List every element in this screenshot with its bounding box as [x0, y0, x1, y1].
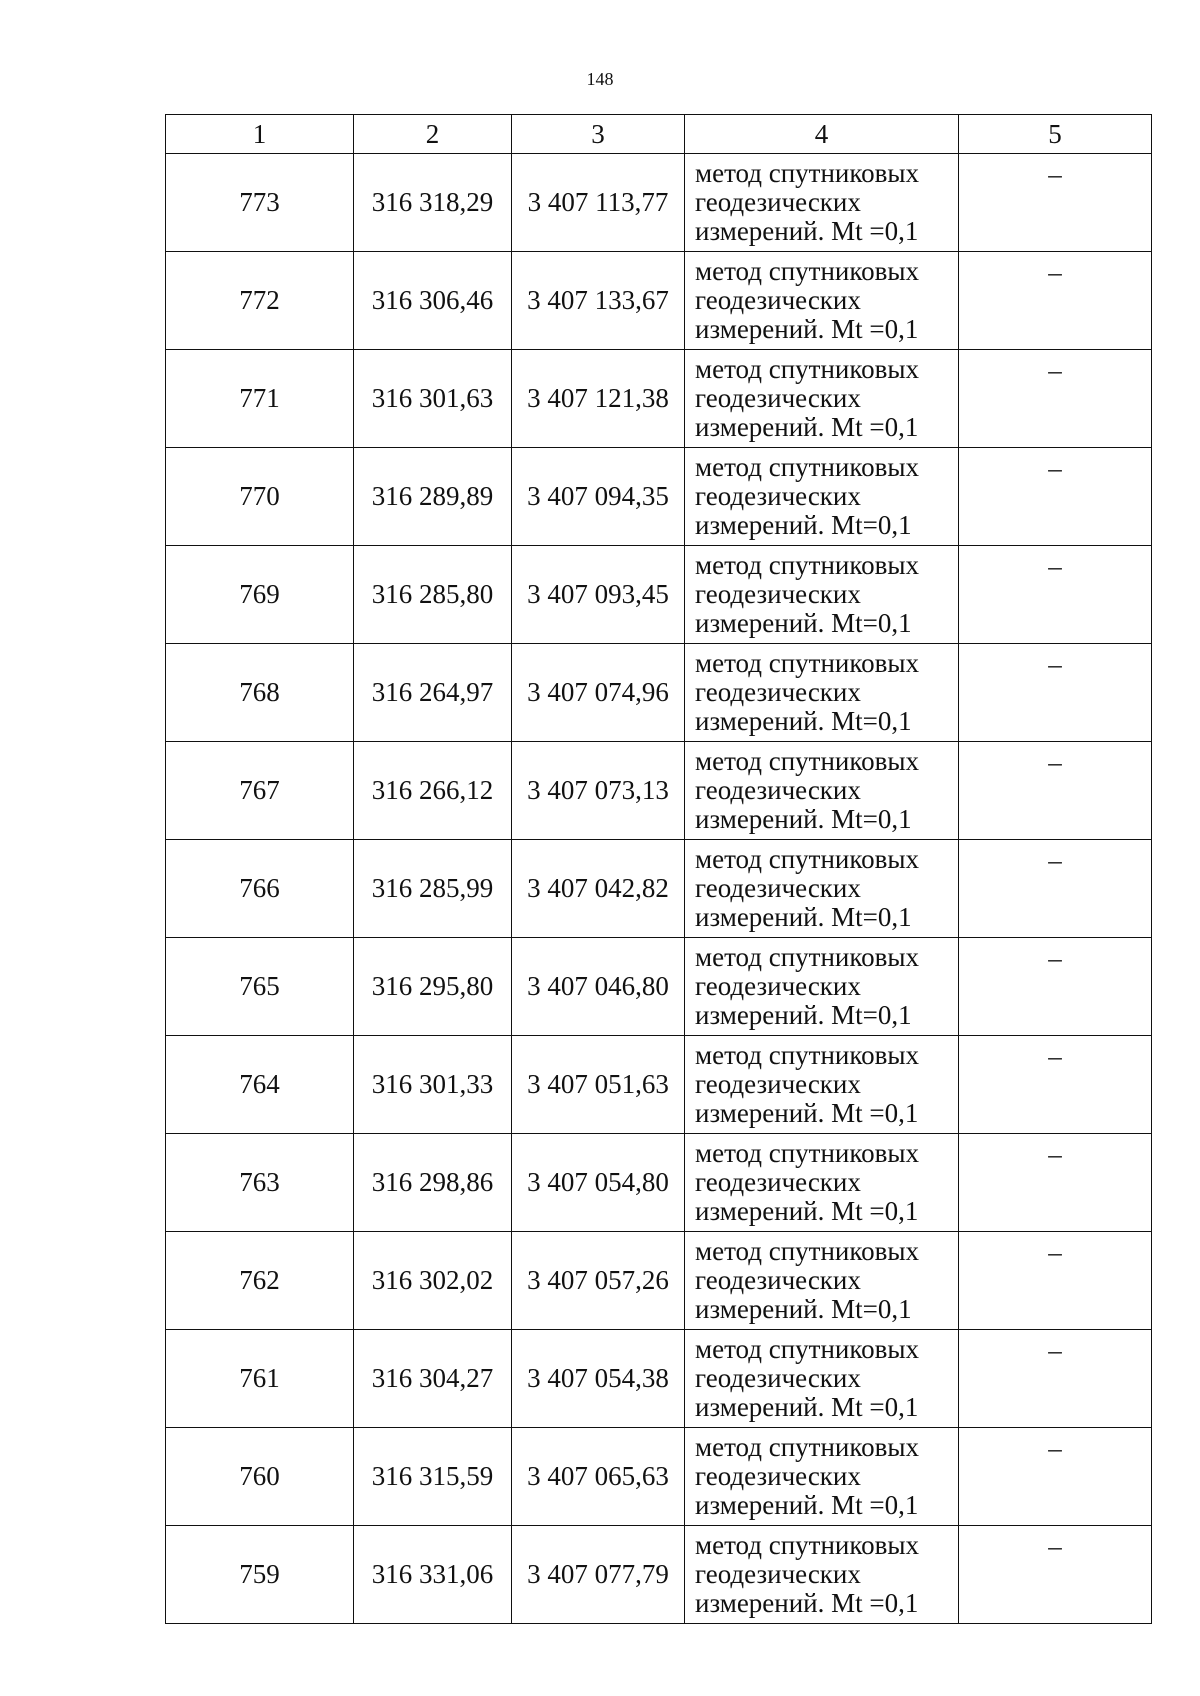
- point-number-cell: 767: [166, 742, 354, 840]
- method-line: метод спутниковых: [695, 746, 919, 776]
- method-line: геодезических: [695, 1363, 861, 1393]
- point-number-cell: 762: [166, 1232, 354, 1330]
- method-cell: [685, 1036, 959, 1134]
- method-line: метод спутниковых: [695, 1236, 919, 1266]
- method-line: геодезических: [695, 873, 861, 903]
- x-coordinate-cell: 316 285,80: [354, 546, 512, 644]
- table-row: [166, 154, 1152, 252]
- note-cell: –: [959, 938, 1152, 1036]
- method-line: геодезических: [695, 383, 861, 413]
- table-row: [166, 1330, 1152, 1428]
- x-coordinate-cell: 316 266,12: [354, 742, 512, 840]
- table-row: [166, 1232, 1152, 1330]
- method-cell: [685, 252, 959, 350]
- y-coordinate-cell: 3 407 093,45: [512, 546, 685, 644]
- method-line: метод спутниковых: [695, 354, 919, 384]
- x-coordinate-cell: 316 315,59: [354, 1428, 512, 1526]
- method-cell: [685, 350, 959, 448]
- point-number-cell: 763: [166, 1134, 354, 1232]
- table-row: [166, 252, 1152, 350]
- method-cell: [685, 938, 959, 1036]
- y-coordinate-cell: 3 407 057,26: [512, 1232, 685, 1330]
- x-coordinate-cell: 316 302,02: [354, 1232, 512, 1330]
- y-coordinate-cell: 3 407 046,80: [512, 938, 685, 1036]
- y-coordinate-cell: 3 407 054,80: [512, 1134, 685, 1232]
- method-line: геодезических: [695, 1167, 861, 1197]
- point-number-cell: 766: [166, 840, 354, 938]
- table-row: [166, 350, 1152, 448]
- method-line: геодезических: [695, 1265, 861, 1295]
- x-coordinate-cell: 316 301,63: [354, 350, 512, 448]
- table-header: [166, 115, 1152, 154]
- note-cell: –: [959, 350, 1152, 448]
- method-cell: [685, 448, 959, 546]
- note-cell: –: [959, 1232, 1152, 1330]
- point-number-cell: 772: [166, 252, 354, 350]
- method-line: метод спутниковых: [695, 1138, 919, 1168]
- method-line: измерений. Mt=0,1: [695, 706, 912, 736]
- x-coordinate-cell: 316 306,46: [354, 252, 512, 350]
- y-coordinate-cell: 3 407 051,63: [512, 1036, 685, 1134]
- x-coordinate-cell: 316 318,29: [354, 154, 512, 252]
- note-cell: –: [959, 1036, 1152, 1134]
- table-row: [166, 546, 1152, 644]
- method-line: метод спутниковых: [695, 648, 919, 678]
- table-row: [166, 448, 1152, 546]
- y-coordinate-cell: 3 407 133,67: [512, 252, 685, 350]
- method-line: метод спутниковых: [695, 550, 919, 580]
- method-line: геодезических: [695, 775, 861, 805]
- method-line: геодезических: [695, 971, 861, 1001]
- point-number-cell: 761: [166, 1330, 354, 1428]
- point-number-cell: 771: [166, 350, 354, 448]
- method-cell: [685, 1526, 959, 1624]
- note-cell: –: [959, 448, 1152, 546]
- point-number-cell: 773: [166, 154, 354, 252]
- y-coordinate-cell: 3 407 113,77: [512, 154, 685, 252]
- note-cell: –: [959, 644, 1152, 742]
- y-coordinate-cell: 3 407 094,35: [512, 448, 685, 546]
- method-line: метод спутниковых: [695, 844, 919, 874]
- column-header-2: 2: [354, 115, 512, 154]
- method-line: метод спутниковых: [695, 942, 919, 972]
- method-line: измерений. Mt=0,1: [695, 902, 912, 932]
- x-coordinate-cell: 316 264,97: [354, 644, 512, 742]
- x-coordinate-cell: 316 301,33: [354, 1036, 512, 1134]
- method-line: измерений. Mt=0,1: [695, 510, 912, 540]
- method-cell: [685, 1428, 959, 1526]
- method-cell: [685, 1232, 959, 1330]
- table-row: [166, 742, 1152, 840]
- method-line: геодезических: [695, 1069, 861, 1099]
- method-cell: [685, 1330, 959, 1428]
- method-cell: [685, 154, 959, 252]
- method-line: метод спутниковых: [695, 158, 919, 188]
- note-cell: –: [959, 840, 1152, 938]
- method-cell: [685, 742, 959, 840]
- y-coordinate-cell: 3 407 074,96: [512, 644, 685, 742]
- point-number-cell: 768: [166, 644, 354, 742]
- header-row: [166, 115, 1152, 154]
- method-line: измерений. Mt=0,1: [695, 804, 912, 834]
- method-line: измерений. Mt =0,1: [695, 314, 919, 344]
- column-header-4: 4: [685, 115, 959, 154]
- column-header-1: 1: [166, 115, 354, 154]
- table-row: [166, 1134, 1152, 1232]
- note-cell: –: [959, 1134, 1152, 1232]
- x-coordinate-cell: 316 289,89: [354, 448, 512, 546]
- method-line: измерений. Mt =0,1: [695, 1588, 919, 1618]
- point-number-cell: 759: [166, 1526, 354, 1624]
- table-row: [166, 840, 1152, 938]
- method-line: геодезических: [695, 579, 861, 609]
- y-coordinate-cell: 3 407 054,38: [512, 1330, 685, 1428]
- method-line: геодезических: [695, 677, 861, 707]
- method-line: измерений. Mt =0,1: [695, 1196, 919, 1226]
- method-line: геодезических: [695, 285, 861, 315]
- column-header-3: 3: [512, 115, 685, 154]
- method-cell: [685, 644, 959, 742]
- note-cell: –: [959, 252, 1152, 350]
- method-cell: [685, 840, 959, 938]
- x-coordinate-cell: 316 331,06: [354, 1526, 512, 1624]
- note-cell: –: [959, 154, 1152, 252]
- method-line: метод спутниковых: [695, 1334, 919, 1364]
- x-coordinate-cell: 316 295,80: [354, 938, 512, 1036]
- table-body: [166, 154, 1152, 1624]
- point-number-cell: 769: [166, 546, 354, 644]
- point-number-cell: 764: [166, 1036, 354, 1134]
- method-line: измерений. Mt=0,1: [695, 1000, 912, 1030]
- method-line: геодезических: [695, 481, 861, 511]
- page-number: 148: [586, 69, 614, 89]
- y-coordinate-cell: 3 407 077,79: [512, 1526, 685, 1624]
- point-number-cell: 760: [166, 1428, 354, 1526]
- y-coordinate-cell: 3 407 073,13: [512, 742, 685, 840]
- note-cell: –: [959, 742, 1152, 840]
- note-cell: –: [959, 1526, 1152, 1624]
- method-cell: [685, 546, 959, 644]
- method-line: метод спутниковых: [695, 1530, 919, 1560]
- method-line: метод спутниковых: [695, 452, 919, 482]
- table-row: [166, 644, 1152, 742]
- method-line: геодезических: [695, 1559, 861, 1589]
- method-line: геодезических: [695, 187, 861, 217]
- point-number-cell: 770: [166, 448, 354, 546]
- method-line: геодезических: [695, 1461, 861, 1491]
- method-line: метод спутниковых: [695, 1432, 919, 1462]
- table-row: [166, 938, 1152, 1036]
- method-line: метод спутниковых: [695, 256, 919, 286]
- note-cell: –: [959, 546, 1152, 644]
- x-coordinate-cell: 316 298,86: [354, 1134, 512, 1232]
- coordinates-table: [165, 114, 1152, 1624]
- table-row: [166, 1428, 1152, 1526]
- table-row: [166, 1036, 1152, 1134]
- note-cell: –: [959, 1330, 1152, 1428]
- y-coordinate-cell: 3 407 121,38: [512, 350, 685, 448]
- method-line: измерений. Mt =0,1: [695, 1098, 919, 1128]
- column-header-5: 5: [959, 115, 1152, 154]
- method-line: измерений. Mt =0,1: [695, 1490, 919, 1520]
- point-number-cell: 765: [166, 938, 354, 1036]
- method-line: измерений. Mt =0,1: [695, 1392, 919, 1422]
- note-cell: –: [959, 1428, 1152, 1526]
- x-coordinate-cell: 316 285,99: [354, 840, 512, 938]
- method-line: измерений. Mt =0,1: [695, 412, 919, 442]
- method-line: измерений. Mt =0,1: [695, 216, 919, 246]
- method-line: измерений. Mt=0,1: [695, 608, 912, 638]
- y-coordinate-cell: 3 407 065,63: [512, 1428, 685, 1526]
- table-row: [166, 1526, 1152, 1624]
- method-line: метод спутниковых: [695, 1040, 919, 1070]
- y-coordinate-cell: 3 407 042,82: [512, 840, 685, 938]
- x-coordinate-cell: 316 304,27: [354, 1330, 512, 1428]
- method-cell: [685, 1134, 959, 1232]
- method-line: измерений. Mt=0,1: [695, 1294, 912, 1324]
